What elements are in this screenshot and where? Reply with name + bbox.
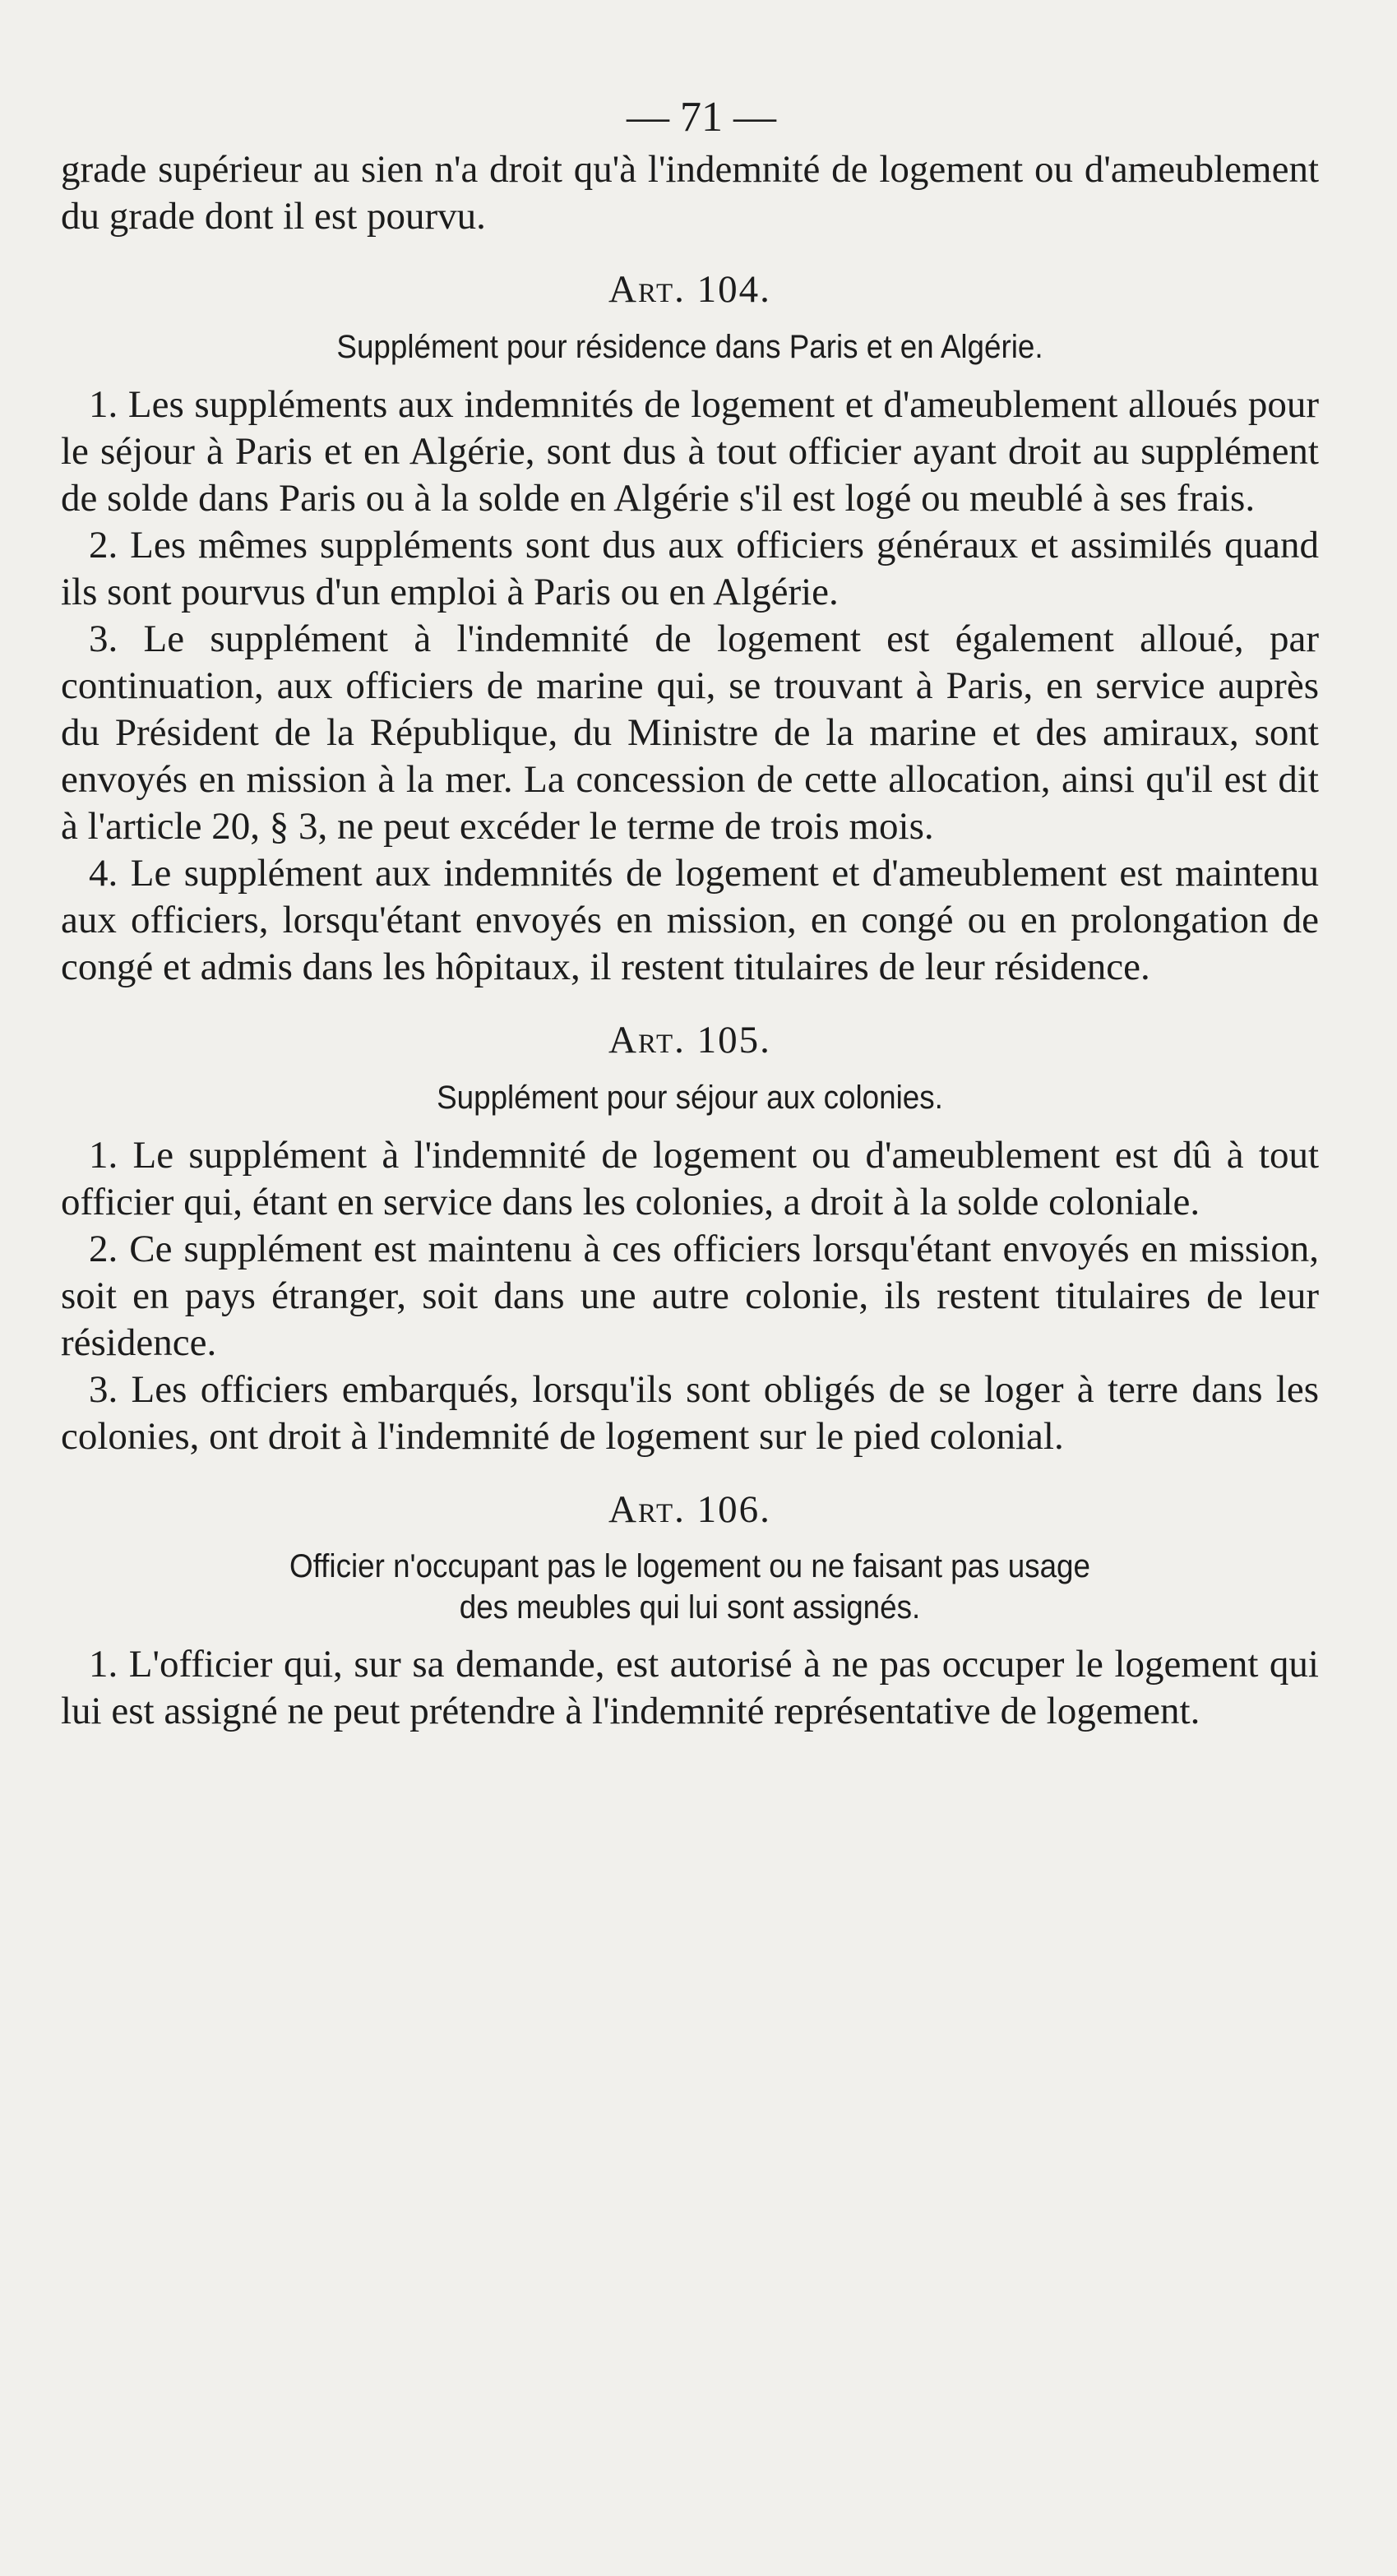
article-paragraph: 1. Le supplément à l'indemnité de logement ou d'ameublement est dû à tout officier qui, étant en service dans les colonies, a droit à la solde coloniale.	[61, 1134, 1319, 1223]
article-105	[61, 1015, 1319, 1460]
article-104	[61, 265, 1319, 991]
page-number: — 71 —	[627, 94, 776, 141]
article-paragraph: 4. Le supplément aux indemnités de logement et d'ameublement est maintenu aux officiers, lorsqu'étant envoyés en mission, en congé ou en prolongation de congé et admis dans les hôpitaux, il restent titulaires de leur résidence.	[61, 852, 1319, 988]
article-heading-text: Art. 105.	[608, 1019, 771, 1061]
intro-paragraph: grade supérieur au sien n'a droit qu'à l'indemnité de logement ou d'ameublement du grade dont il est pourvu.	[61, 148, 1319, 238]
document-page	[61, 90, 1319, 1738]
article-subtitle: Supplément pour résidence dans Paris et en Algérie.	[336, 329, 1043, 365]
article-heading	[61, 1485, 1319, 1534]
article-subtitle-line: des meubles qui lui sont assignés.	[459, 1589, 921, 1626]
article-heading	[61, 265, 1319, 314]
article-paragraph: 3. Le supplément à l'indemnité de logement est également alloué, par continuation, aux officiers de marine qui, se trouvant à Paris, en service auprès du Président de la République, du Ministre de la marine et des amiraux, sont envoyés en mission à la mer. La concession de cette allocation, ainsi qu'il est dit à l'article 20, § 3, ne peut excéder le terme de trois mois.	[61, 617, 1319, 848]
article-106	[61, 1485, 1319, 1735]
article-paragraph: 1. L'officier qui, sur sa demande, est autorisé à ne pas occuper le logement qui lui est assigné ne peut prétendre à l'indemnité représentative de logement.	[61, 1643, 1319, 1732]
article-subtitle: Supplément pour séjour aux colonies.	[437, 1080, 943, 1116]
article-subtitle	[111, 1546, 1269, 1628]
article-paragraph: 3. Les officiers embarqués, lorsqu'ils sont obligés de se loger à terre dans les colonies, ont droit à l'indemnité de logement sur le pied colonial.	[61, 1368, 1319, 1458]
article-paragraph: 2. Ce supplément est maintenu à ces officiers lorsqu'étant envoyés en mission, soit en pays étranger, soit dans une autre colonie, ils restent titulaires de leur résidence.	[61, 1228, 1319, 1364]
article-subtitle-line: Officier n'occupant pas le logement ou ne faisant pas usage	[289, 1548, 1090, 1584]
article-paragraph: 1. Les suppléments aux indemnités de logement et d'ameublement alloués pour le séjour à Paris et en Algérie, sont dus à tout officier ayant droit au supplément de solde dans Paris ou à la solde en Algérie s'il est logé ou meublé à ses frais.	[61, 383, 1319, 520]
article-paragraph: 2. Les mêmes suppléments sont dus aux officiers généraux et assimilés quand ils sont pourvus d'un emploi à Paris ou en Algérie.	[61, 524, 1319, 613]
article-heading	[61, 1015, 1319, 1065]
article-heading-text: Art. 104.	[608, 268, 771, 311]
article-heading-text: Art. 106.	[608, 1488, 771, 1531]
